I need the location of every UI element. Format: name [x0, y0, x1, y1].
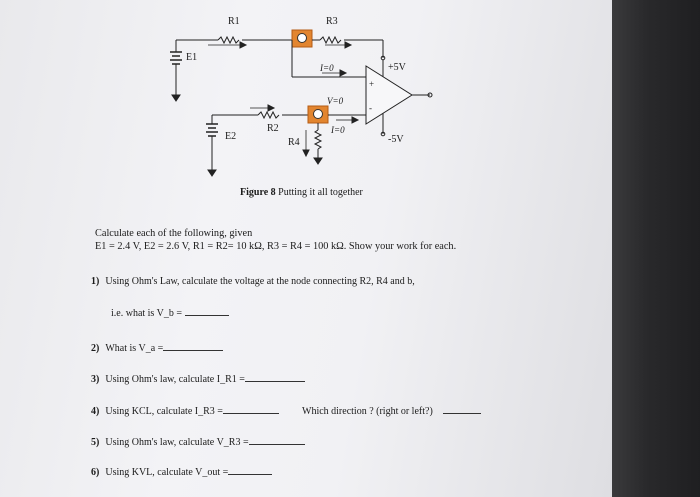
- label-r1: R1: [228, 16, 240, 27]
- answer-blank[interactable]: [249, 435, 305, 445]
- intro-line-1: Calculate each of the following, given: [95, 228, 253, 239]
- label-vplus: +5V: [388, 62, 406, 73]
- question-4: [91, 404, 279, 417]
- figure-title: Putting it all together: [278, 187, 363, 198]
- figure-caption: [240, 187, 363, 198]
- question-number: 1): [91, 276, 100, 287]
- op-amp-icon: [366, 66, 412, 124]
- question-text: Using Ohm's law, calculate V_R3 =: [105, 437, 249, 448]
- question-6: [91, 465, 272, 478]
- question-4-direction: [302, 404, 481, 417]
- circuit-diagram: [0, 0, 612, 200]
- figure-label: Figure 8: [240, 187, 276, 198]
- label-e2: E2: [225, 131, 237, 142]
- answer-blank[interactable]: [443, 404, 481, 414]
- resistor-r3: [320, 37, 341, 43]
- question-text: Which direction ? (right or left?): [302, 406, 433, 417]
- question-3: [91, 372, 305, 385]
- resistor-r2: [258, 112, 279, 118]
- question-text: What is V_a =: [105, 343, 164, 354]
- question-text: Using Ohm's law, calculate I_R1 =: [105, 374, 245, 385]
- answer-blank[interactable]: [245, 372, 305, 382]
- question-text: Using KCL, calculate I_R3 =: [105, 406, 223, 417]
- answer-blank[interactable]: [228, 465, 272, 475]
- label-plus-terminal: +: [369, 79, 375, 89]
- question-1: [91, 276, 415, 287]
- question-number: 2): [91, 343, 100, 354]
- question-2: [91, 341, 223, 354]
- question-5: [91, 435, 305, 448]
- answer-blank[interactable]: [163, 341, 223, 351]
- question-number: 3): [91, 374, 100, 385]
- battery-e1-icon: [170, 40, 182, 101]
- background-edge: [612, 0, 700, 497]
- question-number: 5): [91, 437, 100, 448]
- question-text: Using KVL, calculate V_out =: [105, 467, 229, 478]
- resistor-r4: [315, 130, 321, 149]
- label-vminus: -5V: [388, 134, 404, 145]
- question-text: Using Ohm's Law, calculate the voltage at the node connecting R2, R4 and b,: [105, 276, 415, 287]
- answer-blank[interactable]: [185, 306, 229, 316]
- question-number: 6): [91, 467, 100, 478]
- label-e1: E1: [186, 52, 198, 63]
- problem-intro: [95, 227, 456, 253]
- question-text: i.e. what is V_b =: [111, 308, 185, 319]
- probe-marker-icon: [292, 30, 312, 47]
- label-r3: R3: [326, 16, 338, 27]
- ground-icon: [314, 158, 322, 164]
- intro-line-2: E1 = 2.4 V, E2 = 2.6 V, R1 = R2= 10 kΩ, R3 = R4 = 100 kΩ. Show your work for each.: [95, 241, 457, 252]
- label-r4: R4: [288, 137, 300, 148]
- question-1-sub: [111, 306, 229, 319]
- battery-e2-icon: [206, 115, 218, 176]
- label-r2: R2: [267, 123, 279, 134]
- resistor-r1: [218, 37, 239, 43]
- label-minus-terminal: -: [369, 103, 372, 113]
- label-i-minus: I=0: [331, 125, 345, 135]
- label-i-plus: I=0: [320, 63, 334, 73]
- label-v-zero: V=0: [327, 96, 344, 106]
- answer-blank[interactable]: [223, 404, 279, 414]
- question-number: 4): [91, 406, 100, 417]
- probe-marker-icon: [308, 106, 328, 123]
